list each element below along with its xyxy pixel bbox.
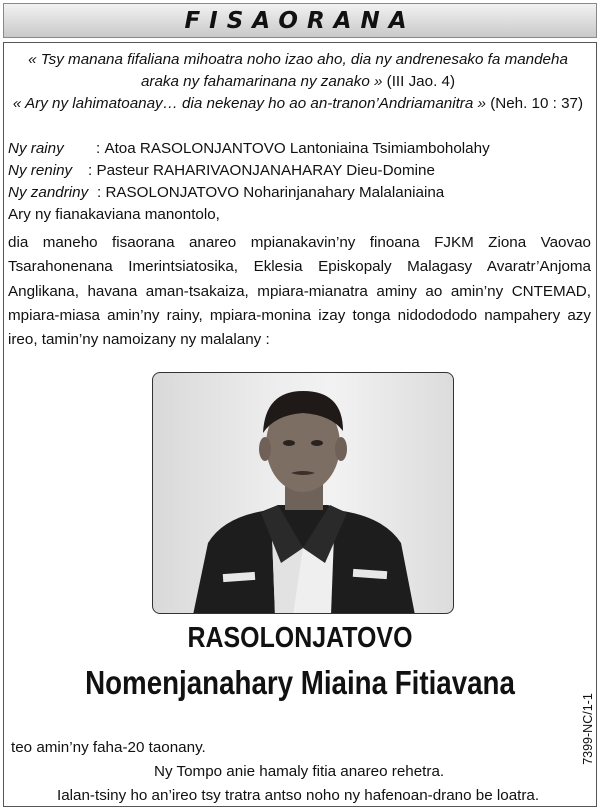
family-value: Atoa RASOLONJANTOVO Lantoniaina Tsimiamboholahy [104, 140, 490, 157]
family-row-sibling [8, 182, 444, 204]
thanks-paragraph: dia maneho fisaorana anareo mpianakavin’ny finoana FJKM Ziona Vaovao Tsarahonenana Imerintsiatosika, Eklesia Episkopaly Malagasy Avaratr’Anjoma Anglikana, havana aman-tsakaiza, mpiara-mianatra aminy ao amin’ny CNTEMAD, mpiara-miasa amin’ny rainy, mpiara-monina izay tonga nidodododo nampahery azy ireo, tamin’ny namoizany ny malalany : [8, 234, 591, 349]
reference-code: 7399-NC/1-1 [581, 693, 595, 765]
family-colon: : [96, 140, 105, 157]
deceased-surname: RASOLONJATOVO [187, 622, 413, 654]
blessing-line: Ny Tompo anie hamaly fitia anareo rehetra. [154, 763, 445, 780]
verse-ref: (III Jao. 4) [382, 73, 456, 90]
age-line: teo amin’ny faha-20 taonany. [11, 739, 206, 756]
family-label: Ny rainy [8, 140, 64, 157]
verse-quote: araka ny fahamarinana ny zanako » [140, 73, 383, 90]
portrait-illustration [153, 373, 454, 614]
verse-quote: « Tsy manana fifaliana mihoatra noho izao aho, dia ny andrenesako fa mandeha [28, 51, 568, 68]
family-value: RASOLONJATOVO Noharinjanahary Malalaniaina [105, 184, 445, 201]
page-title: FISAORANA [184, 8, 416, 34]
header-banner [3, 3, 597, 38]
apology-line: Ialan-tsiny ho an’ireo tsy tratra antso noho ny hafenoan-drano be loatra. [57, 787, 540, 804]
verse-ref: (Neh. 10 : 37) [485, 95, 584, 112]
family-value: Pasteur RAHARIVAONJANAHARAY Dieu-Domine [96, 162, 435, 179]
family-label: Ny reniny [8, 162, 73, 179]
deceased-given-names: Nomenjanahary Miaina Fitiavana [85, 664, 515, 701]
family-colon: : [97, 184, 106, 201]
family-colon: : [88, 162, 97, 179]
family-row-father [8, 138, 490, 160]
verse-line [8, 93, 588, 115]
portrait-photo [152, 372, 454, 614]
verse-line [8, 71, 588, 93]
family-label: Ny zandriny [8, 184, 89, 201]
family-row-mother [8, 160, 435, 182]
verse-quote: « Ary ny lahimatoanay… dia nekenay ho ao an-tranon’Andriamanitra » [12, 95, 486, 112]
verse-line [8, 49, 588, 71]
greeting-line: Ary ny fianakaviana manontolo, [8, 206, 220, 223]
